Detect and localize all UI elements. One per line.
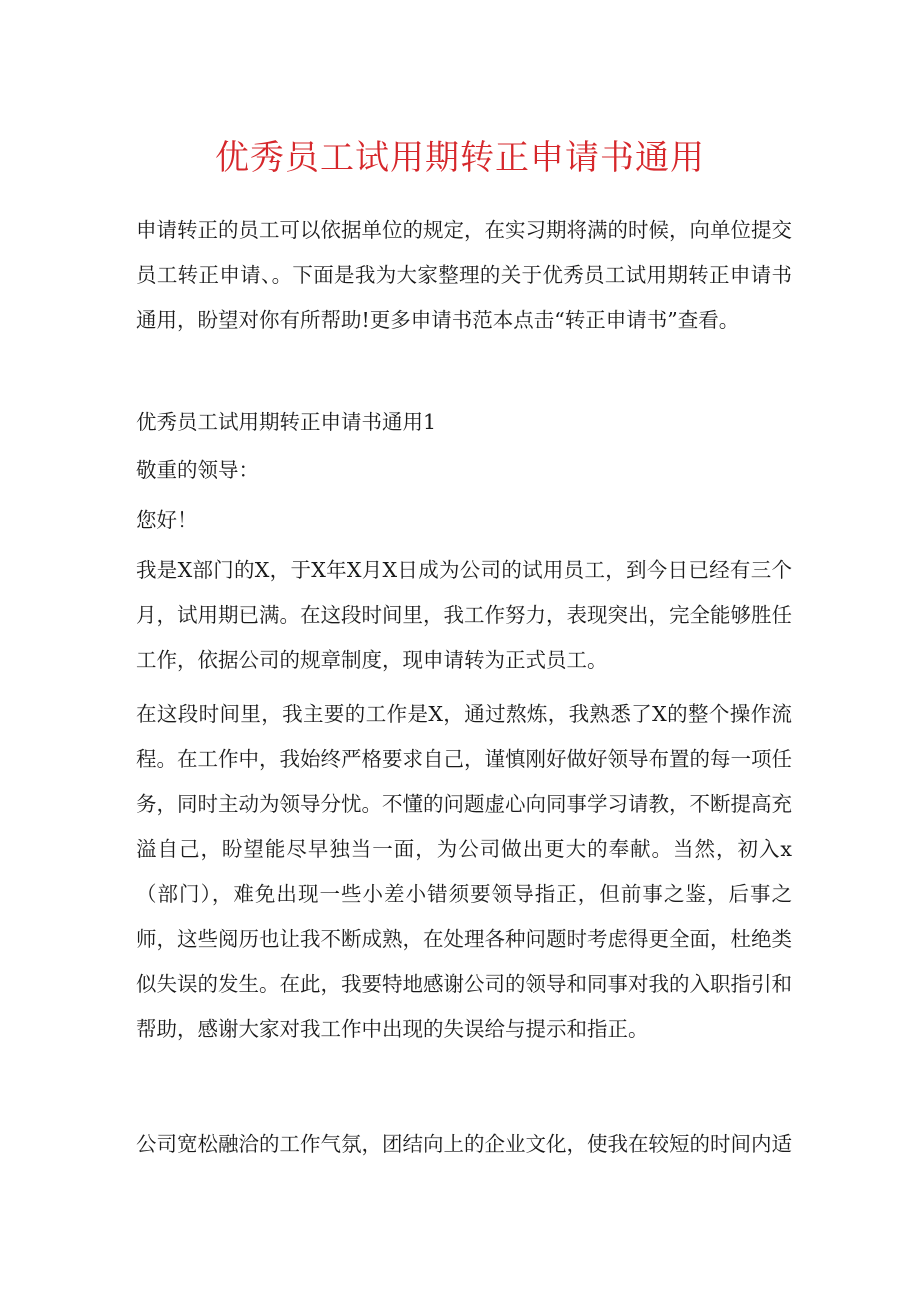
body-paragraph-2: 在这段时间里，我主要的工作是X，通过熬炼，我熟悉了X的整个操作流程。在工作中，我始终严格要求自己，谨慎刚好做好领导布置的每一项任务，同时主动为领导分忧。不懂的问题虚心向同事学习请教，不断提高充溢自己，盼望能尽早独当一面，为公司做出更大的奉献。当然，初入x（部门），难免出现一些小差小错须要领导指正，但前事之鉴，后事之师，这些阅历也让我不断成熟，在处理各种问题时考虑得更全面，杜绝类似失误的发生。在此，我要特地感谢公司的领导和同事对我的入职指引和帮助，感谢大家对我工作中出现的失误给与提示和指正。 (136, 702, 792, 1041)
document-title: 优秀员工试用期转正申请书通用 (215, 138, 705, 178)
body-paragraph-1: 我是X部门的X，于X年X月X日成为公司的试用员工，到今日已经有三个月，试用期已满。在这段时间里，我工作努力，表现突出，完全能够胜任工作，依据公司的规章制度，现申请转为正式员工。 (136, 558, 792, 672)
body-paragraph-3: 公司宽松融洽的工作气氛，团结向上的企业文化，使我在较短的时间内适 (136, 1132, 792, 1156)
intro-paragraph: 申请转正的员工可以依据单位的规定，在实习期将满的时候，向单位提交员工转正申请、。下面是我为大家整理的关于优秀员工试用期转正申请书通用，盼望对你有所帮助!更多申请书范本点击“转正申请书”查看。 (136, 218, 792, 332)
greeting: 您好！ (136, 508, 198, 532)
salutation: 敬重的领导： (136, 458, 259, 482)
section-heading: 优秀员工试用期转正申请书通用1 (136, 410, 437, 434)
